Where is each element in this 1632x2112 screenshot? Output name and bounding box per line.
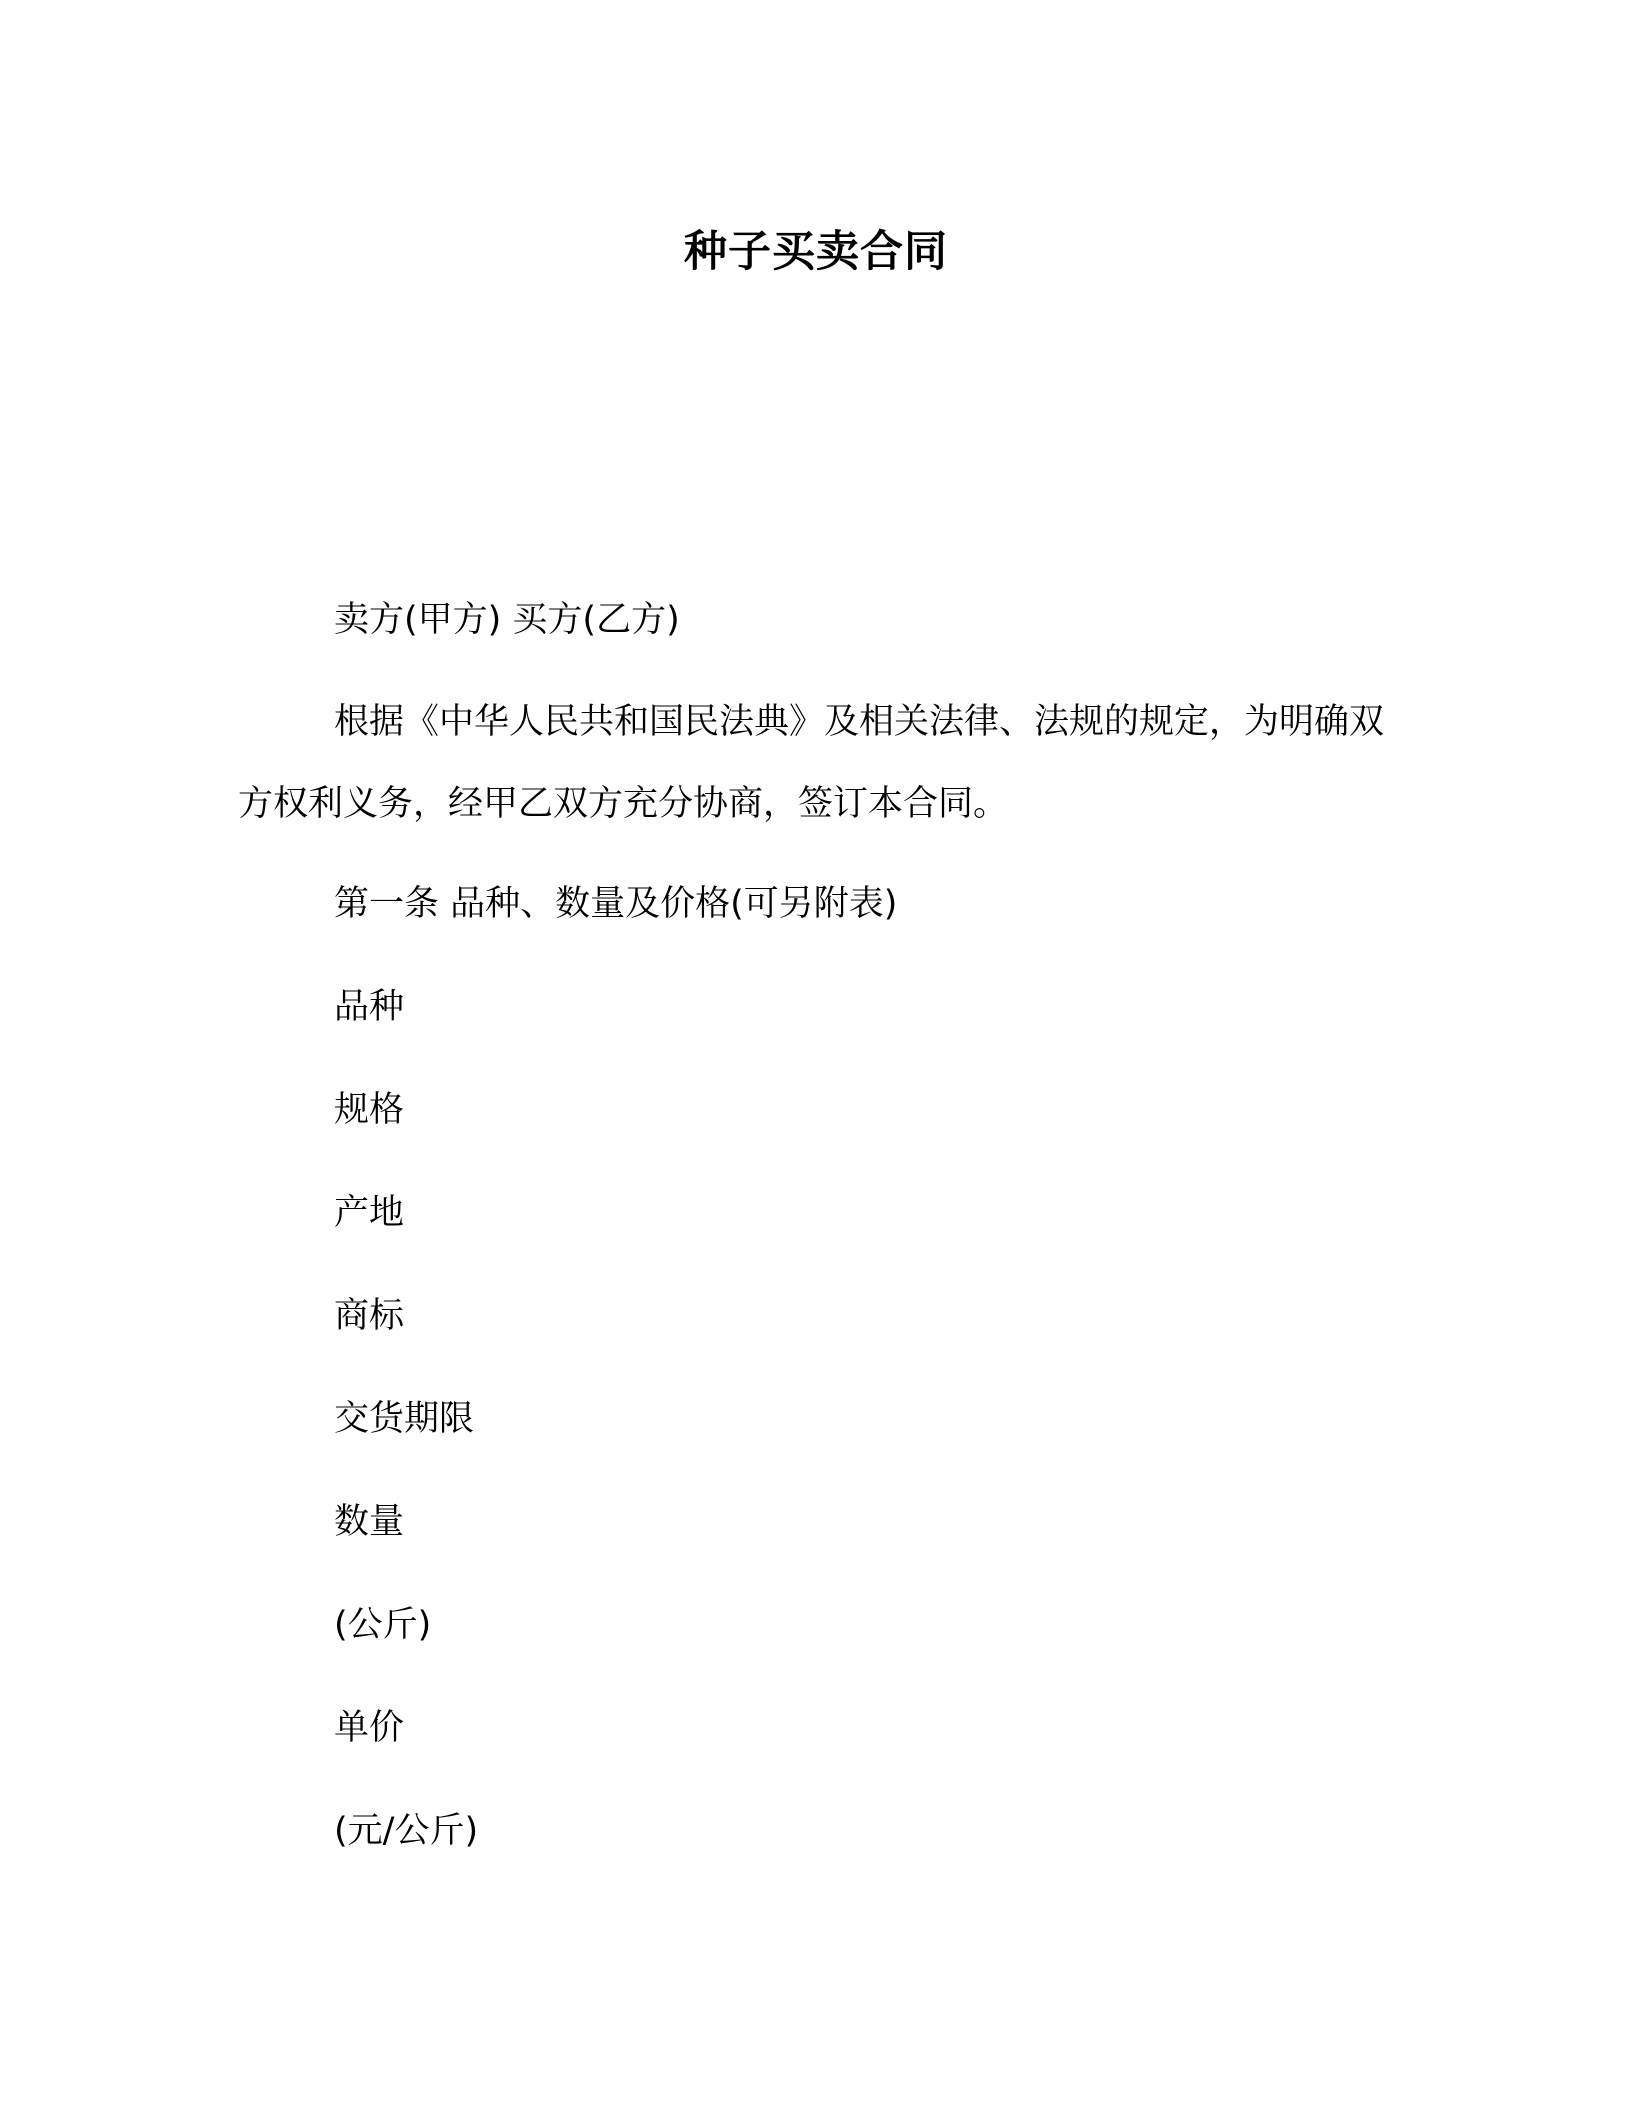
field-variety: 品种: [334, 987, 405, 1027]
field-unit-price: 单价: [334, 1708, 405, 1748]
article1-heading: 第一条 品种、数量及价格(可另附表): [334, 884, 898, 924]
field-specification: 规格: [334, 1090, 405, 1130]
document-title: 种子买卖合同: [684, 227, 948, 277]
field-quantity-unit: (公斤): [334, 1605, 432, 1645]
field-quantity: 数量: [334, 1502, 405, 1542]
field-unit-price-unit: (元/公斤): [334, 1811, 479, 1851]
field-origin: 产地: [334, 1193, 405, 1233]
field-delivery-period: 交货期限: [334, 1399, 475, 1439]
parties-line: 卖方(甲方) 买方(乙方): [334, 600, 680, 640]
field-trademark: 商标: [334, 1296, 405, 1336]
preamble-paragraph: 根据《中华人民共和国民法典》及相关法律、法规的规定，为明确双方权利义务，经甲乙双方充分协商，签订本合同。: [238, 702, 1385, 824]
